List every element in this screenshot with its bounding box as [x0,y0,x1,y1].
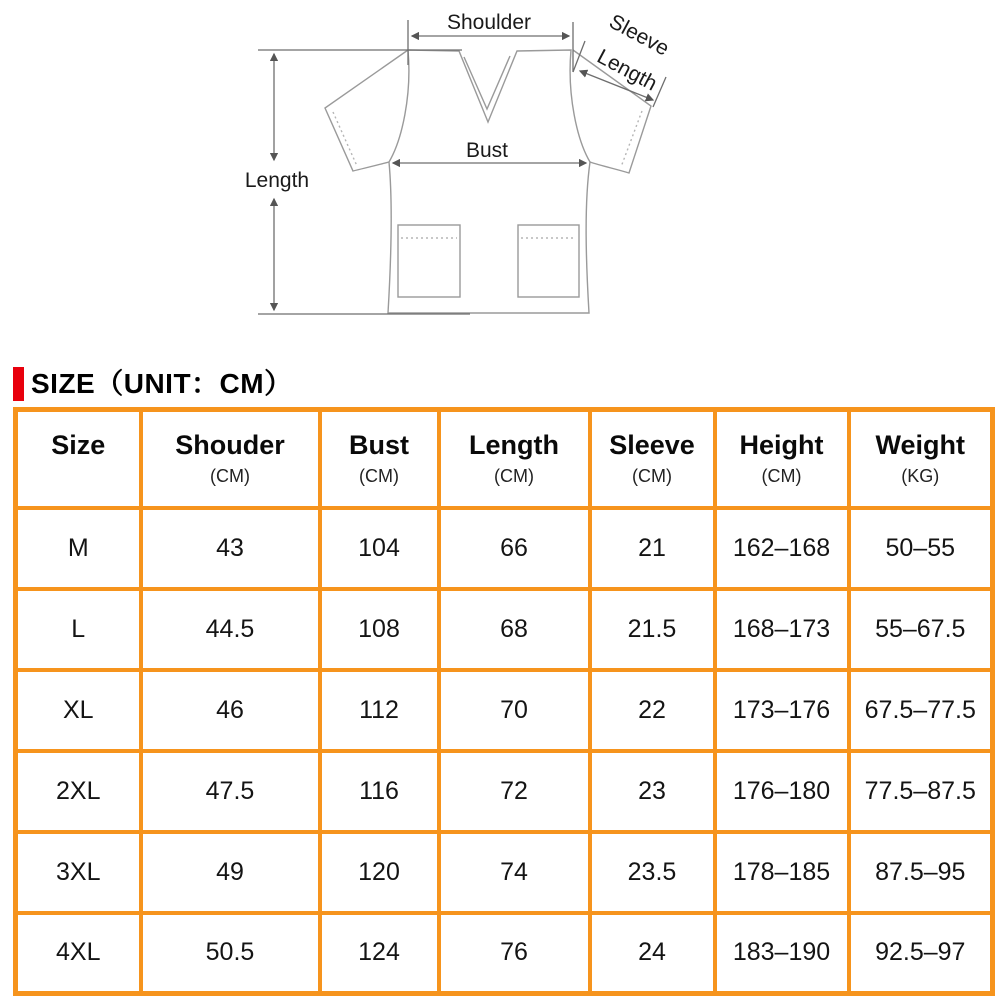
table-row [16,508,993,589]
size-cell: 2XL [16,751,141,832]
table-row [16,751,993,832]
value-cell: 112 [320,670,439,751]
table-row [16,913,993,994]
column-label: Height [739,430,824,461]
column-label: Bust [349,430,409,461]
value-cell: 183–190 [715,913,849,994]
value-cell: 176–180 [715,751,849,832]
value-cell: 23 [590,751,715,832]
column-header-length [439,410,590,508]
column-unit: (CM) [494,466,534,487]
table-row [16,832,993,913]
value-cell: 74 [439,832,590,913]
value-cell: 50.5 [141,913,320,994]
value-cell: 46 [141,670,320,751]
value-cell: 23.5 [590,832,715,913]
value-cell: 55–67.5 [849,589,993,670]
column-header-sleeve [590,410,715,508]
column-header-size [16,410,141,508]
column-unit: (CM) [359,466,399,487]
shoulder-label: Shoulder [446,11,532,34]
value-cell: 87.5–95 [849,832,993,913]
column-header-bust [320,410,439,508]
size-cell: 3XL [16,832,141,913]
value-cell: 173–176 [715,670,849,751]
value-cell: 22 [590,670,715,751]
column-unit: (CM) [210,466,250,487]
size-cell: M [16,508,141,589]
column-label: Length [469,430,559,461]
value-cell: 70 [439,670,590,751]
size-cell: XL [16,670,141,751]
value-cell: 72 [439,751,590,832]
value-cell: 66 [439,508,590,589]
column-unit: (CM) [632,466,672,487]
value-cell: 24 [590,913,715,994]
value-cell: 108 [320,589,439,670]
length-label: Length [244,169,310,192]
section-title-text: SIZE（UNIT：CM） [31,368,293,399]
value-cell: 67.5–77.5 [849,670,993,751]
value-cell: 21 [590,508,715,589]
column-unit: (KG) [901,466,940,487]
measurement-diagram [0,0,1000,355]
value-cell: 44.5 [141,589,320,670]
size-cell: L [16,589,141,670]
right-cuff-stitch-line [621,111,642,167]
value-cell: 76 [439,913,590,994]
table-row [16,670,993,751]
value-cell: 21.5 [590,589,715,670]
column-header-shoulder [141,410,320,508]
value-cell: 68 [439,589,590,670]
column-unit [18,465,139,487]
value-cell: 120 [320,832,439,913]
red-accent-bar [13,367,24,401]
size-section-header [13,366,293,402]
value-cell: 168–173 [715,589,849,670]
size-table-container [13,407,990,996]
column-header-weight [849,410,993,508]
value-cell: 49 [141,832,320,913]
size-table [13,407,995,996]
left-cuff-stitch-line [333,112,357,166]
bust-label: Bust [465,139,509,162]
right-pocket [518,225,579,297]
table-header-row [16,410,993,508]
value-cell: 124 [320,913,439,994]
column-label: Sleeve [609,430,695,461]
table-row [16,589,993,670]
scrub-top-diagram [0,0,1000,355]
sleeve-length-label-line2: Length [593,45,661,96]
value-cell: 104 [320,508,439,589]
value-cell: 47.5 [141,751,320,832]
sleeve-length-label-line1: Sleeve [605,10,673,61]
shirt-body-outline [388,50,590,313]
value-cell: 50–55 [849,508,993,589]
column-header-height [715,410,849,508]
value-cell: 162–168 [715,508,849,589]
scrub-top-drawing [325,50,651,313]
value-cell: 178–185 [715,832,849,913]
value-cell: 116 [320,751,439,832]
left-pocket [398,225,460,297]
shirt-left-sleeve [325,50,408,171]
column-label: Weight [875,430,965,461]
value-cell: 43 [141,508,320,589]
value-cell: 92.5–97 [849,913,993,994]
size-cell: 4XL [16,913,141,994]
column-label: Shouder [175,430,285,461]
column-unit: (CM) [761,466,802,487]
value-cell: 77.5–87.5 [849,751,993,832]
shirt-neckband-line [464,56,510,109]
column-label: Size [51,430,106,461]
size-table-body [16,508,993,994]
